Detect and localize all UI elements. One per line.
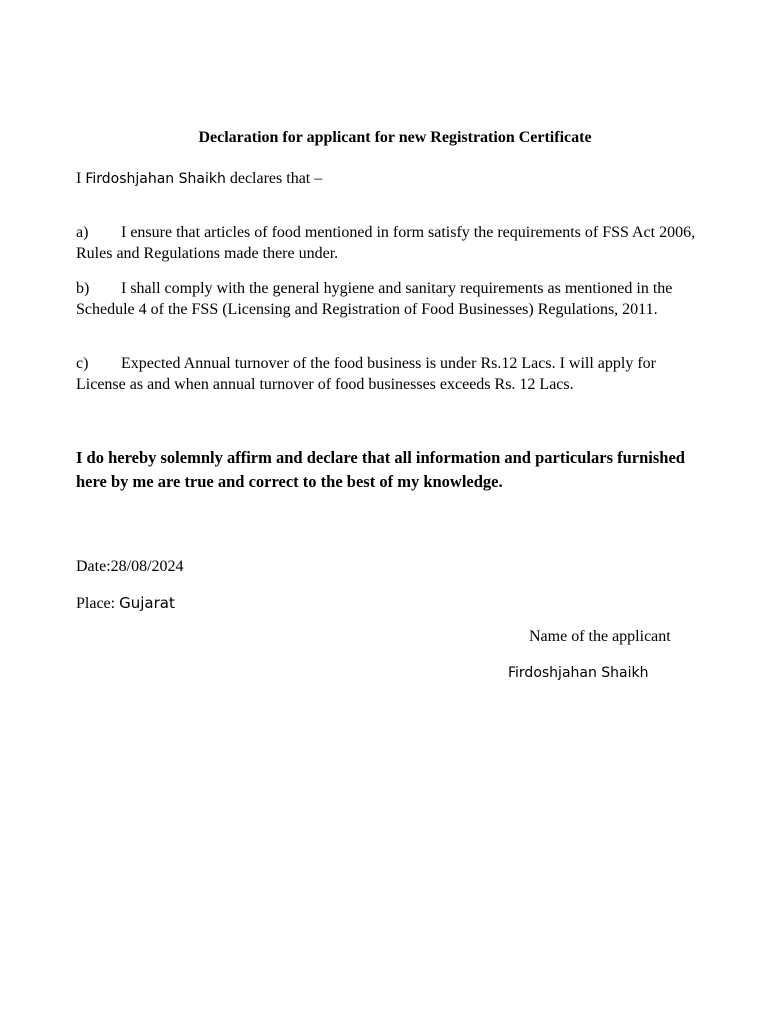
applicant-name-signature: Firdoshjahan Shaikh [508,665,649,681]
item-text: Expected Annual turnover of the food business is under Rs.12 Lacs. I will apply for License as and when annual turnover of food businesses exceeds Rs. 12 Lacs. [76,355,656,393]
declaration-item-a [76,222,696,264]
item-text: I shall comply with the general hygiene and sanitary requirements as mentioned in the Schedule 4 of the FSS (Licensing and Registration of Food Businesses) Regulations, 2011. [76,280,673,318]
applicant-name-inline: Firdoshjahan Shaikh [85,171,226,187]
declaration-item-c [76,353,696,395]
place-value: Gujarat [119,594,175,612]
date-label: Date: [76,558,111,575]
date-line [76,557,184,577]
intro-suffix: declares that – [225,170,323,187]
item-marker: a) [76,224,89,241]
declaration-intro [76,168,322,190]
intro-prefix: I [76,170,86,187]
item-marker: c) [76,355,89,372]
item-marker: b) [76,280,90,297]
affirmation-statement: I do hereby solemnly affirm and declare that all information and particulars furnished here by me are true and correct to the best of my knowledge. [76,448,685,491]
place-line [76,592,175,615]
place-label: Place: [76,595,120,612]
date-value: 28/08/2024 [110,558,184,575]
item-text: I ensure that articles of food mentioned in form satisfy the requirements of FSS Act 2006, Rules and Regulations made there under. [76,224,696,262]
signature-label: Name of the applicant [529,628,671,645]
document-title: Declaration for applicant for new Registration Certificate [198,129,592,146]
declaration-item-b [76,278,696,320]
